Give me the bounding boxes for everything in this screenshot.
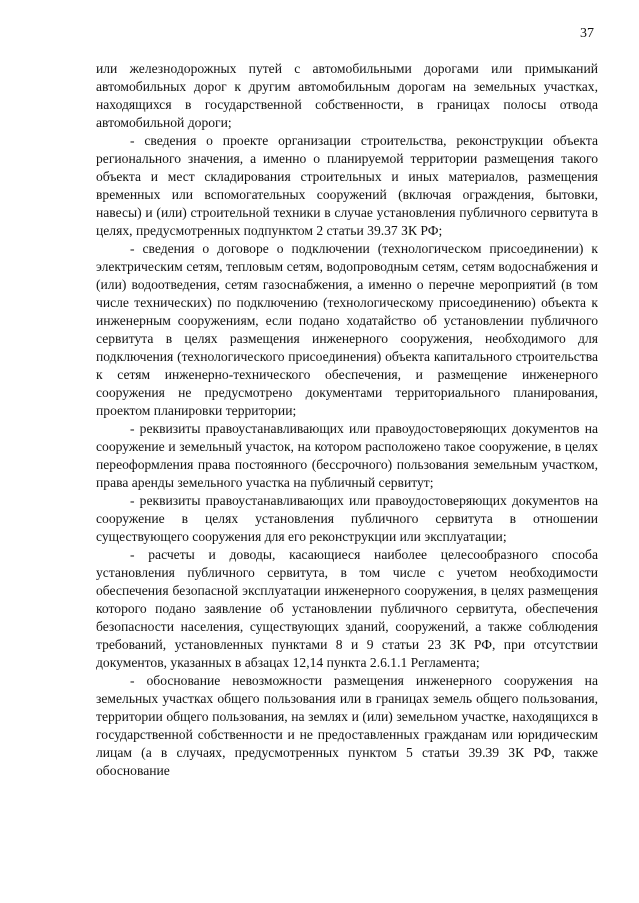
paragraph-connection-contract: - сведения о договоре о подключении (технологическом присоединении) к электрическим сетям, тепловым сетям, водопроводным сетям, сетям водоснабжения и (или) водоотведения, сетям газоснабжения, а именно о перечне мероприятий (в том числе технических) по подключению (технологическому присоединению) объекта к инженерным сооружениям, если подано ходатайство об установлении публичного сервитута в целях размещения инженерного сооружения, необходимого для подключения (технологического присоединения) объекта капитального строительства к сетям инженерно-технического обеспечения, и размещение инженерного сооружения не предусмотрено документами территориального планирования, проектом планировки территории; <box>96 241 598 418</box>
document-body <box>96 60 598 780</box>
paragraph-continuation: или железнодорожных путей с автомобильными дорогами или примыканий автомобильных дорог к другим автомобильным дорогам на земельных участках, находящихся в государственной собственности, в границах полосы отвода автомобильной дороги; <box>96 61 598 130</box>
page-number: 37 <box>580 26 594 41</box>
paragraph-justification: - обоснование невозможности размещения инженерного сооружения на земельных участках общего пользования или в границах земель общего пользования, территории общего пользования, на землях и (или) земельном участке, находящихся в государственной собственности и не предоставленных гражданам или юридическим лицам (а в случаях, предусмотренных пунктом 5 статьи 39.39 ЗК РФ, также обоснование <box>96 673 598 778</box>
paragraph-title-documents-structure: - реквизиты правоустанавливающих или правоудостоверяющих документов на сооружение в целях установления публичного сервитута в отношении существующего сооружения для его реконструкции или эксплуатации; <box>96 493 598 544</box>
paragraph-title-documents-land: - реквизиты правоустанавливающих или правоудостоверяющих документов на сооружение и земельный участок, на котором расположено такое сооружение, в целях переоформления права постоянного (бессрочного) пользования земельным участком, права аренды земельного участка на публичный сервитут; <box>96 421 598 490</box>
paragraph-calculations: - расчеты и доводы, касающиеся наиболее целесообразного способа установления публичного сервитута, в том числе с учетом необходимости обеспечения безопасной эксплуатации инженерного сооружения, в целях размещения которого подано заявление об установлении публичного сервитута, обеспечения безопасности населения, существующих зданий, сооружений, а также соблюдения требований, установленных пунктами 8 и 9 статьи 23 ЗК РФ, при отсутствии документов, указанных в абзацах 12,14 пункта 2.6.1.1 Регламента; <box>96 547 598 670</box>
paragraph-project-info: - сведения о проекте организации строительства, реконструкции объекта регионального значения, а именно о планируемой территории размещения такого объекта и мест складирования строительных и иных материалов, размещения временных или вспомогательных сооружений (включая ограждения, бытовки, навесы) и (или) строительной техники в случае установления публичного сервитута в целях, предусмотренных подпунктом 2 статьи 39.37 ЗК РФ; <box>96 133 598 238</box>
